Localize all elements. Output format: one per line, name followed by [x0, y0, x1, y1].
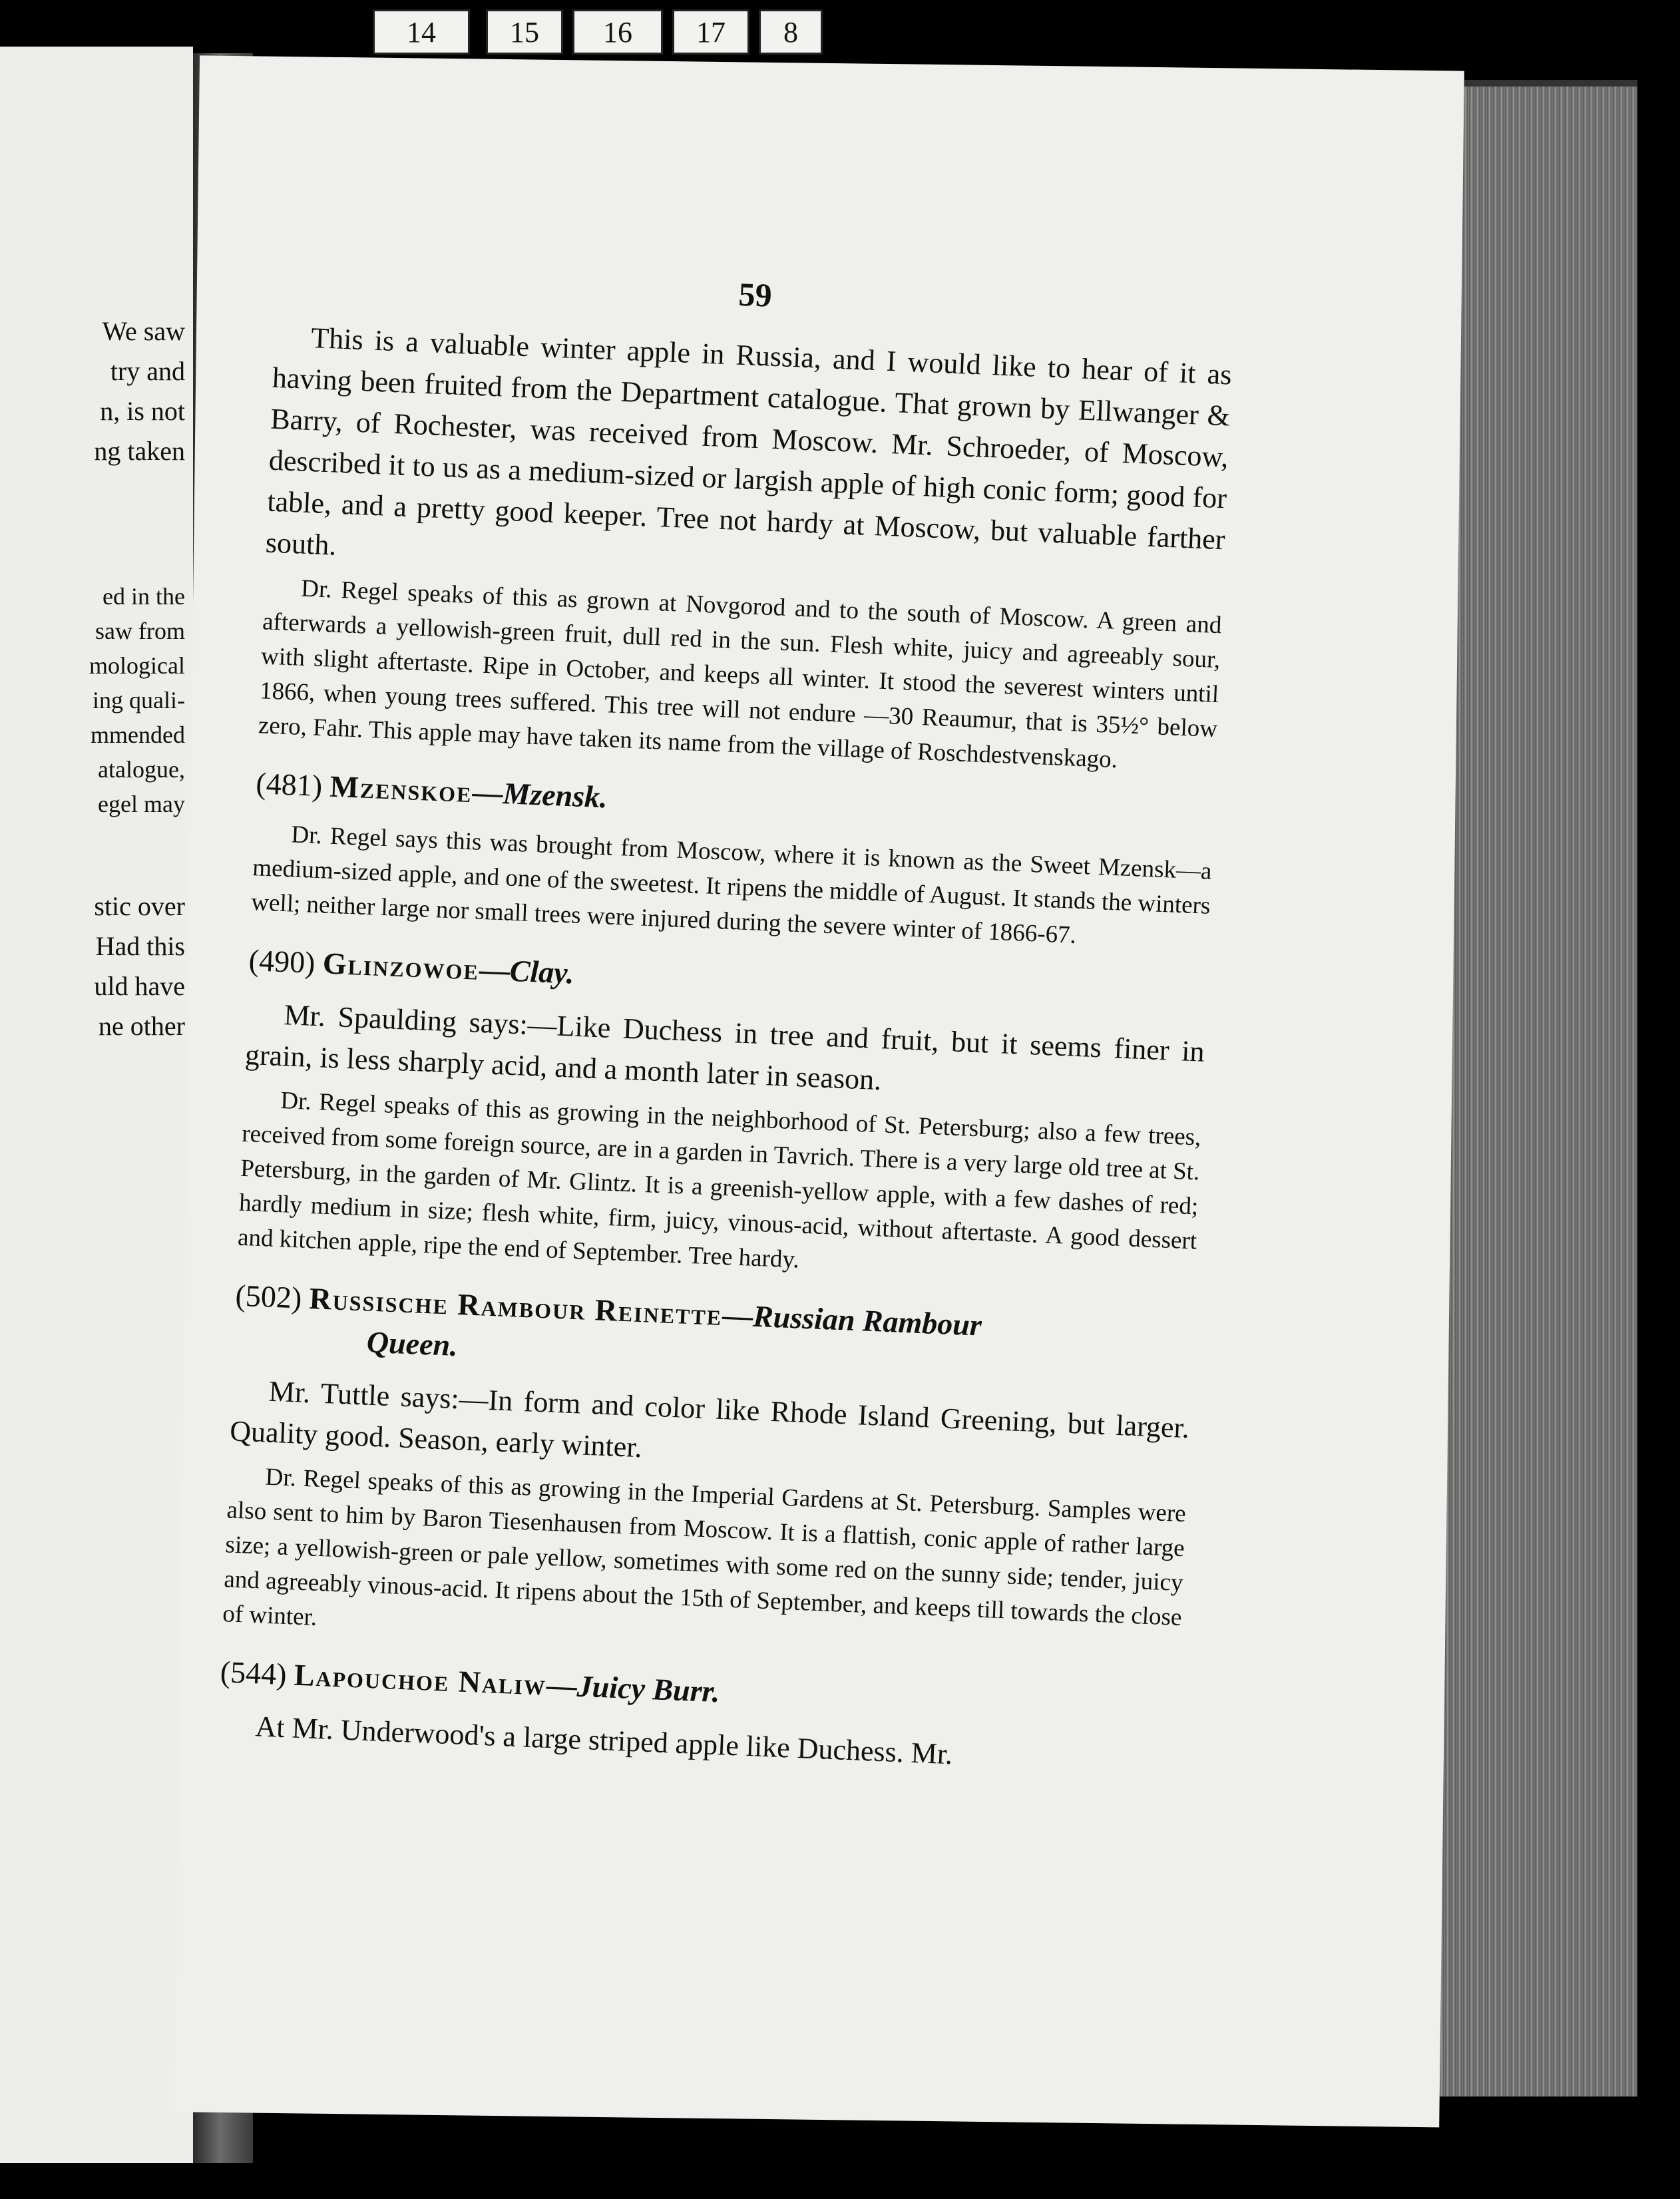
left-line: ed in the: [103, 583, 185, 610]
intro-note: Dr. Regel speaks of this as grown at Novgorod and to the south of Moscow. A green and afterwards a yellowish-green fruit, dull red in the sun. Flesh white, juicy and agreeably sour, with slight aftertaste. Ripe in October, and keeps all winter. It stood the severest winters until 1866, when young trees suffered. This tree will not endure —30 Reaumur, that is 35½° below zero, Fahr. This apple may have taken its name from the village of Roschdestvenskago.: [258, 574, 1223, 774]
entry-number: (490): [248, 943, 316, 980]
entry-translation: Mzensk.: [502, 776, 608, 815]
page-tab-2: 15: [486, 9, 563, 55]
left-line: atalogue,: [98, 756, 185, 783]
left-line: Had this: [95, 931, 185, 961]
entry-translation: Russian Rambour: [752, 1299, 982, 1342]
page-tab-3: 16: [572, 9, 663, 55]
intro-paragraph: This is a valuable winter apple in Russia, and I would like to hear of it as having been fruited from the Department catalogue. That grown by Ellwanger & Barry, of Rochester, was received from Moscow. Mr. Schroeder, of Moscow, described it to us as a medium-sized or largish apple of high conic form; good for table, and a pretty good keeper. Tree not hardy at Moscow, but valuable farther south.: [265, 321, 1233, 562]
page-number: 59: [737, 275, 773, 314]
left-line: mological: [89, 652, 185, 679]
entry-paragraph: Mr. Spaulding says:—Like Duchess in tree and fruit, but it seems finer in grain, is less sharply acid, and a month later in season.: [244, 998, 1205, 1097]
entry-heading: (481) Mzenskoe—Mzensk.: [255, 766, 608, 815]
left-line: try and: [110, 356, 185, 386]
entry-name: Lapouchoe Naliw: [294, 1657, 547, 1702]
entry-note: Dr. Regel speaks of this as growing in the neighborhood of St. Petersburg; also a few trees, received from some foreign source, are in a garden in Tavrich. There is a very large old tree at St. Petersburg, in the garden of Mr. Glintz. It is a greenish-yellow apple, with a few dashes of red; hardly medium in size; flesh white, firm, juicy, vinous-acid, without aftertaste. A good dessert and kitchen apple, ripe the end of September. Tree hardy.: [237, 1087, 1202, 1274]
entry-note: Dr. Regel says this was brought from Moscow, where it is known as the Sweet Mzensk—a medium-sized apple, and one of the sweetest. It ripens the middle of August. It stands the winters well; neither large nor small trees were injured during the severe winter of 1866-67.: [250, 821, 1213, 949]
entry-paragraph: At Mr. Underwood's a large striped apple like Duchess. Mr.: [254, 1710, 954, 1771]
page-tab-5: 8: [759, 9, 823, 55]
entry-translation-cont: Queen.: [366, 1324, 459, 1363]
entry-heading: (490) Glinzowoe—Clay.: [248, 943, 575, 990]
entry-name: Mzenskoe: [329, 769, 473, 809]
left-line: ng taken: [94, 436, 185, 466]
left-line: saw from: [95, 618, 185, 644]
left-page: [0, 47, 193, 2163]
page-content: [218, 256, 1235, 1784]
entry-translation: Juicy Burr.: [576, 1669, 721, 1709]
left-line: egel may: [98, 791, 185, 817]
left-line: mmended: [91, 721, 185, 748]
entry-paragraph: Mr. Tuttle says:—In form and color like Rhode Island Greening, but larger. Quality good. Season, early winter.: [229, 1374, 1190, 1464]
entry-number: (502): [234, 1278, 303, 1315]
left-line: We saw: [102, 316, 185, 346]
left-line: ne other: [99, 1011, 185, 1041]
entry-name: Russische Rambour Reinette: [308, 1281, 724, 1332]
left-line: n, is not: [100, 396, 185, 426]
page-tab-1: 14: [373, 9, 470, 55]
entry-number: (481): [255, 766, 323, 803]
entry-note: Dr. Regel speaks of this as growing in the Imperial Gardens at St. Petersburg. Samples were also sent to him by Baron Tiesenhausen from Moscow. It is a flattish, conic apple of rather large size; a yellowish-green or pale yellow, sometimes with some red on the sunny side; tender, juicy and agreeably vinous-acid. It ripens about the 15th of September, and keeps till towards the close of winter.: [222, 1463, 1187, 1632]
page-stack-edge: [1438, 87, 1637, 2097]
entry-name: Glinzowoe: [321, 946, 480, 986]
left-line: uld have: [94, 971, 185, 1001]
entry-heading: (544) Lapouchoe Naliw—Juicy Burr.: [219, 1655, 721, 1709]
left-line: stic over: [94, 891, 185, 921]
right-page: [174, 55, 1464, 2127]
entry-heading: (502) Russische Rambour Reinette—Russian Rambour Queen.: [233, 1275, 1194, 1396]
page-tab-4: 17: [672, 9, 749, 55]
left-line: ing quali-: [93, 687, 185, 713]
entry-translation: Clay.: [509, 953, 575, 990]
entry-number: (544): [219, 1655, 288, 1692]
